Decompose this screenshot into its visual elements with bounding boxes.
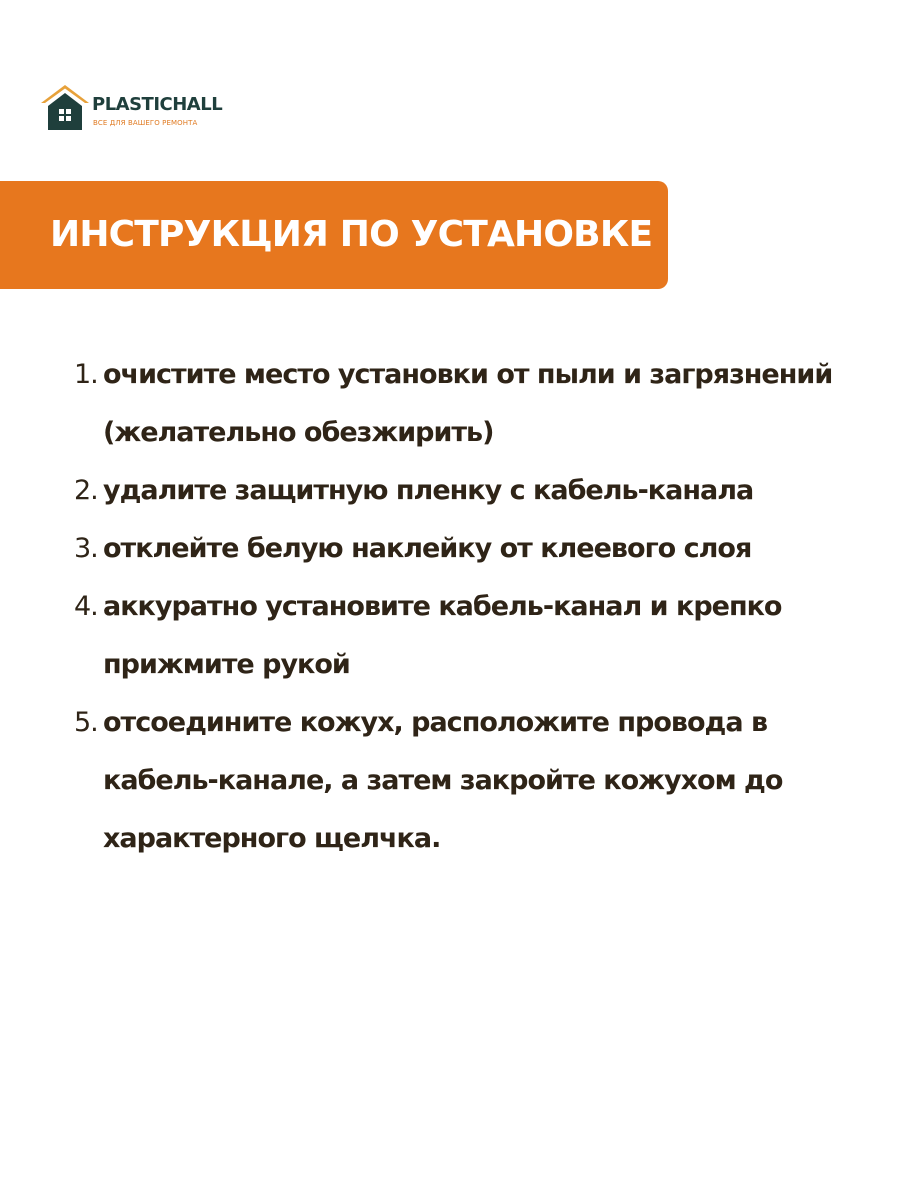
instruction-list [74, 346, 874, 868]
step-text: аккуратно установите кабель-канал и крепко прижмите рукой [103, 591, 782, 680]
list-item [74, 694, 874, 868]
step-text: отсоедините кожух, расположите провода в кабель-канале, а затем закройте кожухом до характерного щелчка. [103, 707, 783, 854]
step-text: очистите место установки от пыли и загрязнений (желательно обезжирить) [103, 359, 833, 448]
list-item [74, 462, 874, 520]
house-icon [40, 84, 90, 132]
step-number: 5. [74, 707, 98, 738]
list-item [74, 578, 874, 694]
step-number: 3. [74, 533, 98, 564]
page-title: ИНСТРУКЦИЯ ПО УСТАНОВКЕ [50, 214, 653, 255]
list-item [74, 520, 874, 578]
step-number: 4. [74, 591, 98, 622]
title-banner [0, 181, 668, 289]
step-text: отклейте белую наклейку от клеевого слоя [103, 533, 752, 564]
list-item [74, 346, 874, 462]
brand-tagline: ВСЕ ДЛЯ ВАШЕГО РЕМОНТА [93, 119, 198, 127]
brand-logo [40, 84, 240, 134]
step-number: 1. [74, 359, 98, 390]
step-text: удалите защитную пленку с кабель-канала [103, 475, 754, 506]
step-number: 2. [74, 475, 98, 506]
brand-name: PLASTICHALL [92, 94, 223, 115]
